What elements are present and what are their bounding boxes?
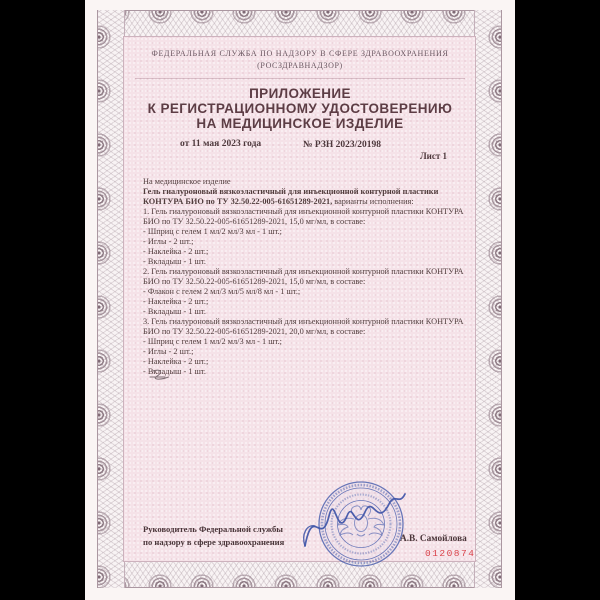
signer-role (143, 523, 284, 549)
blank-serial-number: 0120874 (425, 548, 476, 559)
variant-3-heading: 3. Гель гиалуроновый вязкоэластичный для инъекционной контурной пластики КОНТУРА БИО по ТУ 32.50.22-005-61651289-2021, 20,0 мг/мл, в составе: (143, 317, 464, 336)
registration-number: № РЗН 2023/20198 (303, 140, 382, 150)
product-name-suffix: варианты исполнения: (332, 197, 414, 206)
variant-3-component: - Наклейка - 2 шт.; (143, 357, 209, 366)
variant-3-component: - Шприц с гелем 1 мл/2 мл/3 мл - 1 шт.; (143, 337, 282, 346)
sheet-number: Лист 1 (419, 151, 447, 161)
product-name-bold: Гель гиалуроновый вязкоэластичный для инъекционной контурной пластики КОНТУРА БИО по ТУ 32.50.22-005-61651289-2021, (143, 187, 439, 206)
signer-name: А.В. Самойлова (400, 534, 467, 544)
variant-2-heading: 2. Гель гиалуроновый вязкоэластичный для инъекционной контурной пластики КОНТУРА БИО по ТУ 32.50.22-005-61651289-2021, 15,0 мг/мл, в составе: (143, 267, 464, 286)
document-title-line2: К РЕГИСТРАЦИОННОМУ УДОСТОВЕРЕНИЮ (147, 101, 453, 116)
product-name-line (143, 187, 473, 207)
device-description-block (143, 177, 473, 377)
issuing-agency-name: ФЕДЕРАЛЬНАЯ СЛУЖБА ПО НАДЗОРУ В СФЕРЕ ЗДРАВООХРАНЕНИЯ (151, 49, 449, 58)
certificate-document (85, 0, 515, 600)
document-title-line3: НА МЕДИЦИНСКОЕ ИЗДЕЛИЕ (196, 116, 404, 131)
variant-1-heading: 1. Гель гиалуроновый вязкоэластичный для инъекционной контурной пластики КОНТУРА БИО по ТУ 32.50.22-005-61651289-2021, 15,0 мг/мл, в составе: (143, 207, 464, 226)
handwritten-check-mark-icon (145, 367, 175, 385)
header-divider-line (135, 78, 465, 79)
variant-1-component: - Иглы - 2 шт.; (143, 237, 194, 246)
variant-1-component: - Наклейка - 2 шт.; (143, 247, 209, 256)
variant-2-component: - Наклейка - 2 шт.; (143, 297, 209, 306)
variant-2-component: - Вкладыш - 1 шт. (143, 307, 207, 316)
signer-role-line2: по надзору в сфере здравоохранения (143, 537, 285, 547)
variant-3-component: - Вкладыш - 1 шт. (143, 367, 207, 376)
variant-1-component: - Шприц с гелем 1 мл/2 мл/3 мл - 1 шт.; (143, 227, 282, 236)
official-seal-stamp-icon (291, 464, 451, 584)
variant-2-component: - Флакон с гелем 2 мл/3 мл/5 мл/8 мл - 1 шт.; (143, 287, 301, 296)
variant-3-component: - Иглы - 2 шт.; (143, 347, 194, 356)
intro-line: На медицинское изделие (143, 177, 231, 186)
issue-date: от 11 мая 2023 года (180, 139, 262, 149)
document-title-line1: ПРИЛОЖЕНИЕ (249, 86, 351, 101)
signer-role-line1: Руководитель Федеральной службы (143, 524, 284, 534)
variant-1-component: - Вкладыш - 1 шт. (143, 257, 207, 266)
guilloche-border-top (97, 10, 502, 38)
issuing-agency-short-name: (РОСЗДРАВНАДЗОР) (257, 61, 343, 70)
